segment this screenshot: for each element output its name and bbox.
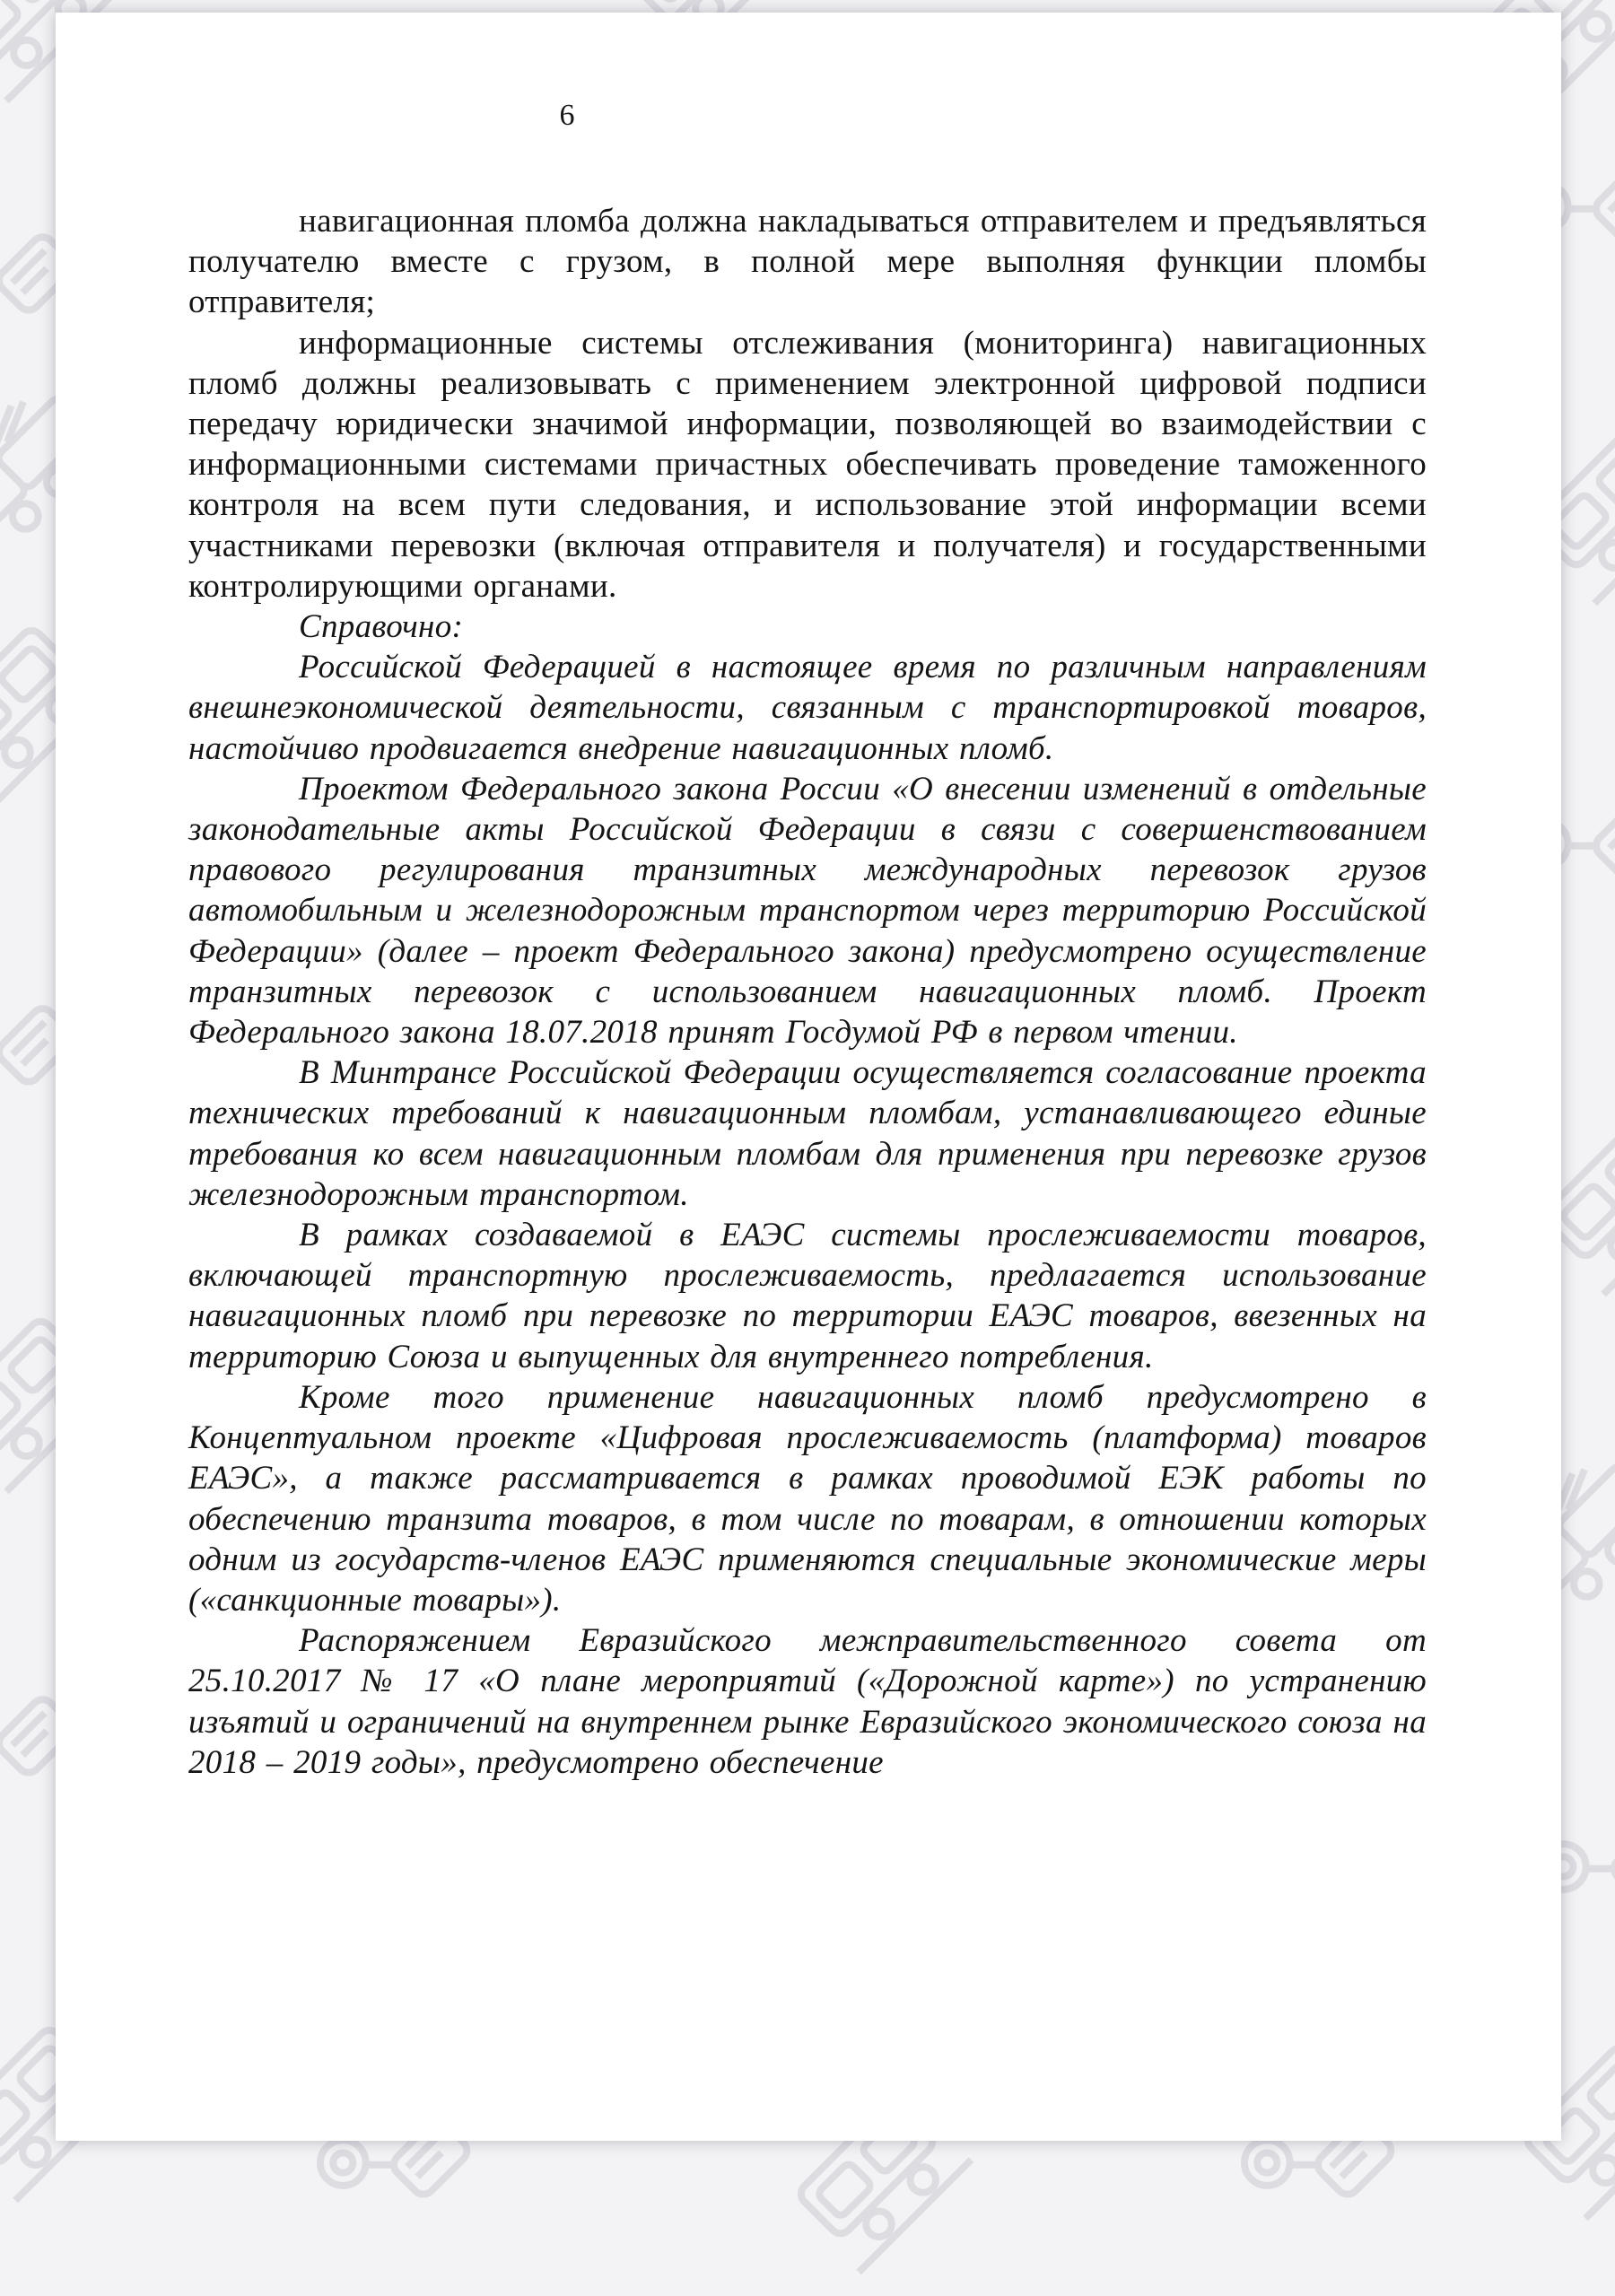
document-paragraph: В Минтрансе Российской Федерации осуществляется согласование проекта технических требований к навигационным пломбам, устанавливающего единые требования ко всем навигационным пломбам для применения при перевозке грузов железнодорожным транспортом. [188, 1054, 1427, 1213]
page-number: 6 [559, 99, 575, 132]
document-paragraph: Проектом Федерального закона России «О внесении изменений в отдельные законодательные акты Российской Федерации в связи с совершенствованием правового регулирования транзитных международных перевозок грузов автомобильным и железнодорожным транспортом через территорию Российской Федерации» (далее – проект Федерального закона) предусмотрено осуществление транзитных перевозок с использованием навигационных пломб. Проект Федерального закона 18.07.2018 принят Госдумой РФ в первом чтении. [188, 770, 1427, 1052]
document-paragraph: В рамках создаваемой в ЕАЭС системы прослеживаемости товаров, включающей транспортную прослеживаемость, предлагается использование навигационных пломб при перевозке по территории ЕАЭС товаров, ввезенных на территорию Союза и выпущенных для внутреннего потребления. [188, 1217, 1427, 1375]
document-paragraph: информационные системы отслеживания (мониторинга) навигационных пломб должны реализовывать с применением электронной цифровой подписи передачу юридически значимой информации, позволяющей во взаимодействии с информационными системами причастных обеспечивать проведение таможенного контроля на всем пути следования, и использование этой информации всеми участниками перевозки (включая отправителя и получателя) и государственными контролирующими органами. [188, 324, 1427, 605]
document-paragraph: Кроме того применение навигационных пломб предусмотрено в Концептуальном проекте «Цифровая прослеживаемость (платформа) товаров ЕАЭС», а также рассматривается в рамках проводимой ЕЭК работы по обеспечению транзита товаров, в том числе по товарам, в отношении которых одним из государств-членов ЕАЭС применяются специальные экономические меры («санкционные товары»). [188, 1378, 1427, 1619]
document-paragraph: навигационная пломба должна накладываться отправителем и предъявляться получателю вместе с грузом, в полной мере выполняя функции пломбы отправителя; [188, 203, 1427, 321]
document-paragraph: Справочно: [299, 608, 464, 646]
document-page [56, 13, 1561, 2141]
document-text-block [188, 201, 1427, 1783]
document-paragraph: Распоряжением Евразийского межправительственного совета от 25.10.2017 № 17 «О плане мероприятий («Дорожной карте») по устранению изъятий и ограничений на внутреннем рынке Евразийского экономического союза на 2018 – 2019 годы», предусмотрено обеспечение [188, 1622, 1427, 1781]
document-paragraph: Российской Федерацией в настоящее время по различным направлениям внешнеэкономической деятельности, связанным с транспортировкой товаров, настойчиво продвигается внедрение навигационных пломб. [188, 649, 1427, 767]
